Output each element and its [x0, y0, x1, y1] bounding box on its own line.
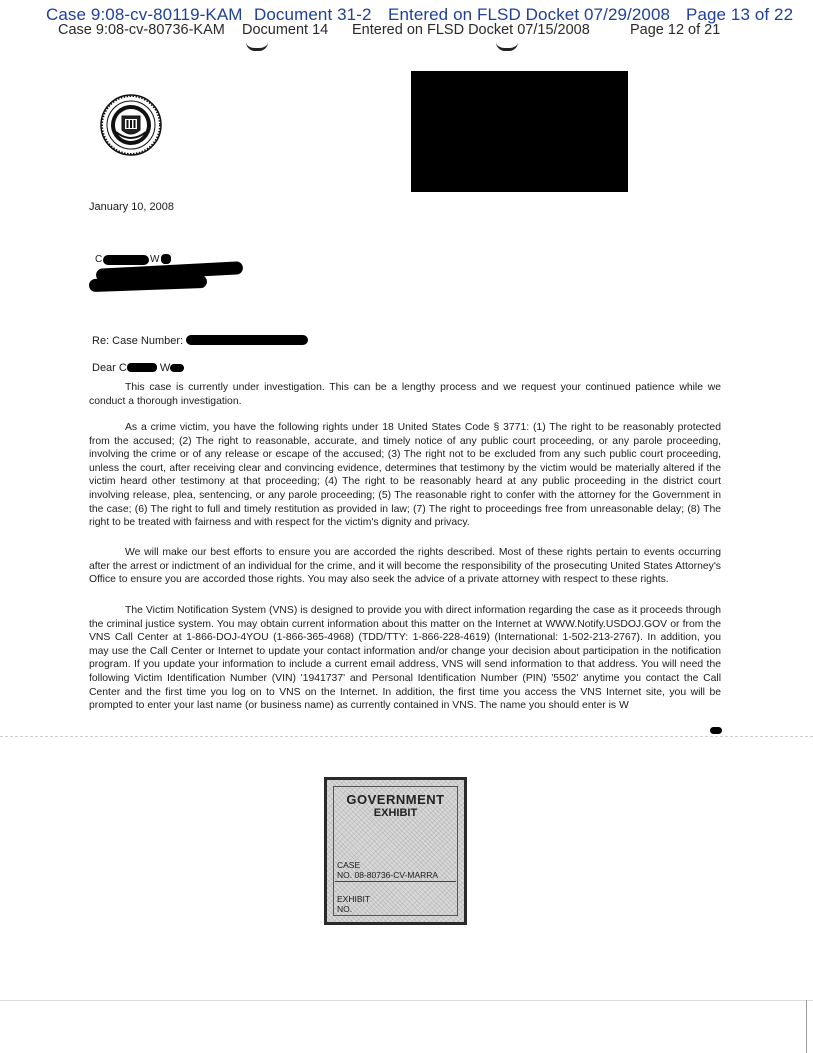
stamp-subtitle: EXHIBIT [373, 807, 418, 819]
redaction-mark [710, 727, 722, 734]
right-edge-line [806, 1000, 807, 1053]
redaction-mark [127, 363, 157, 372]
scan-smudge [246, 42, 268, 51]
salutation-initial: W [156, 362, 171, 374]
paragraph-text: We will make our best efforts to ensure you are accorded the rights described. Most of these rights pertain to events occurring after the arrest or indictment of an individual for the crime, and it will become the responsibility of the prosecuting United States Attorney's Office to ensure you are accorded those rights. You may also seek the advice of a private attorney with respect to these rights. [89, 547, 721, 586]
fbi-seal-icon [100, 94, 162, 156]
document-number: Document 14 [242, 22, 329, 38]
stamp-exhibit-label: EXHIBIT [337, 894, 371, 904]
stamp-title: GOVERNMENT [346, 792, 445, 807]
salutation-prefix: Dear C [92, 362, 127, 374]
stamp-exhibit-number: NO. [337, 904, 353, 914]
redaction-mark [89, 275, 207, 292]
addressee-initial: W [150, 254, 160, 265]
redaction-mark [170, 364, 184, 372]
docket-entry: Entered on FLSD Docket 07/29/2008 [388, 5, 671, 24]
redaction-block [411, 71, 628, 192]
re-line [92, 335, 308, 347]
redaction-mark [103, 255, 149, 265]
document-number: Document 31-2 [254, 5, 372, 24]
redaction-mark [161, 254, 171, 264]
stamp-case-label: CASE [337, 860, 361, 870]
stamp-case-number: NO. 08-80736-CV-MARRA [337, 870, 439, 880]
scan-smudge [496, 42, 518, 51]
salutation [92, 362, 184, 374]
case-number: Case 9:08-cv-80736-KAM [58, 22, 225, 38]
redaction-mark [186, 335, 308, 345]
case-number: Case 9:08-cv-80119-KAM [46, 5, 243, 24]
government-exhibit-stamp [324, 777, 467, 925]
scan-fold-line [0, 736, 813, 737]
paragraph-efforts [89, 546, 721, 587]
page-number: Page 12 of 21 [630, 22, 721, 38]
paragraph-text: This case is currently under investigation. This can be a lengthy process and we request your continued patience while we conduct a thorough investigation. [89, 382, 721, 407]
letter-date: January 10, 2008 [89, 201, 175, 213]
bottom-scan-line [0, 1000, 813, 1001]
paragraph-text: As a crime victim, you have the following rights under 18 United States Code § 3771: (1) The right to be reasonably protected from the accused; (2) The right to reasonable, accurate, and timely notice of any public court proceeding, or any parole proceeding, involving the crime or of any release or escape of the accused; (3) The right not to be excluded from any such public court proceeding, unless the court, after receiving clear and convincing evidence, determines that testimony by the victim would be materially altered if the victim heard other testimony at that proceeding; (4) The right to be reasonably heard at any public proceeding in the district court involving release, plea, sentencing, or any parole proceeding; (5) The reasonable right to confer with the attorney for the Government in the case; (6) The right to full and timely restitution as provided in law; (7) The right to proceedings free from unreasonable delay; (8) The right to be treated with fairness and with respect for the victim's dignity and privacy. [89, 422, 721, 529]
re-label: Re: Case Number: [92, 335, 184, 347]
page-number: Page 13 of 22 [686, 5, 794, 24]
docket-entry: Entered on FLSD Docket 07/15/2008 [352, 22, 590, 38]
addressee-block [89, 252, 259, 302]
paragraph-rights [89, 421, 721, 530]
paragraph-investigation [89, 381, 721, 408]
paragraph-text: The Victim Notification System (VNS) is designed to provide you with direct information regarding the case as it proceeds through the criminal justice system. You may obtain current information about this matter on the Internet at WWW.Notify.USDOJ.GOV or from the VNS Call Center at 1-866-DOJ-4YOU (1-866-365-4968) (TDD/TTY: 1-866-228-4619) (International: 1-502-213-2767). In addition, you may use the Call Center or Internet to update your contact information and/or change your decision about participation in the notification program. If you update your information to include a current email address, VNS will send information to that address. You will need the following Victim Identification Number (VIN) '1941737' and Personal Identification Number (PIN) '5502' anytime you contact the Call Center and the first time you log on to VNS on the Internet. In addition, the first time you access the VNS Internet site, you will be prompted to enter your last name (or business name) as currently contained in VNS. The name you should enter is W [89, 605, 721, 712]
stamp-divider [335, 881, 456, 882]
paragraph-vns [89, 604, 721, 713]
addressee-initial: C [95, 254, 103, 265]
